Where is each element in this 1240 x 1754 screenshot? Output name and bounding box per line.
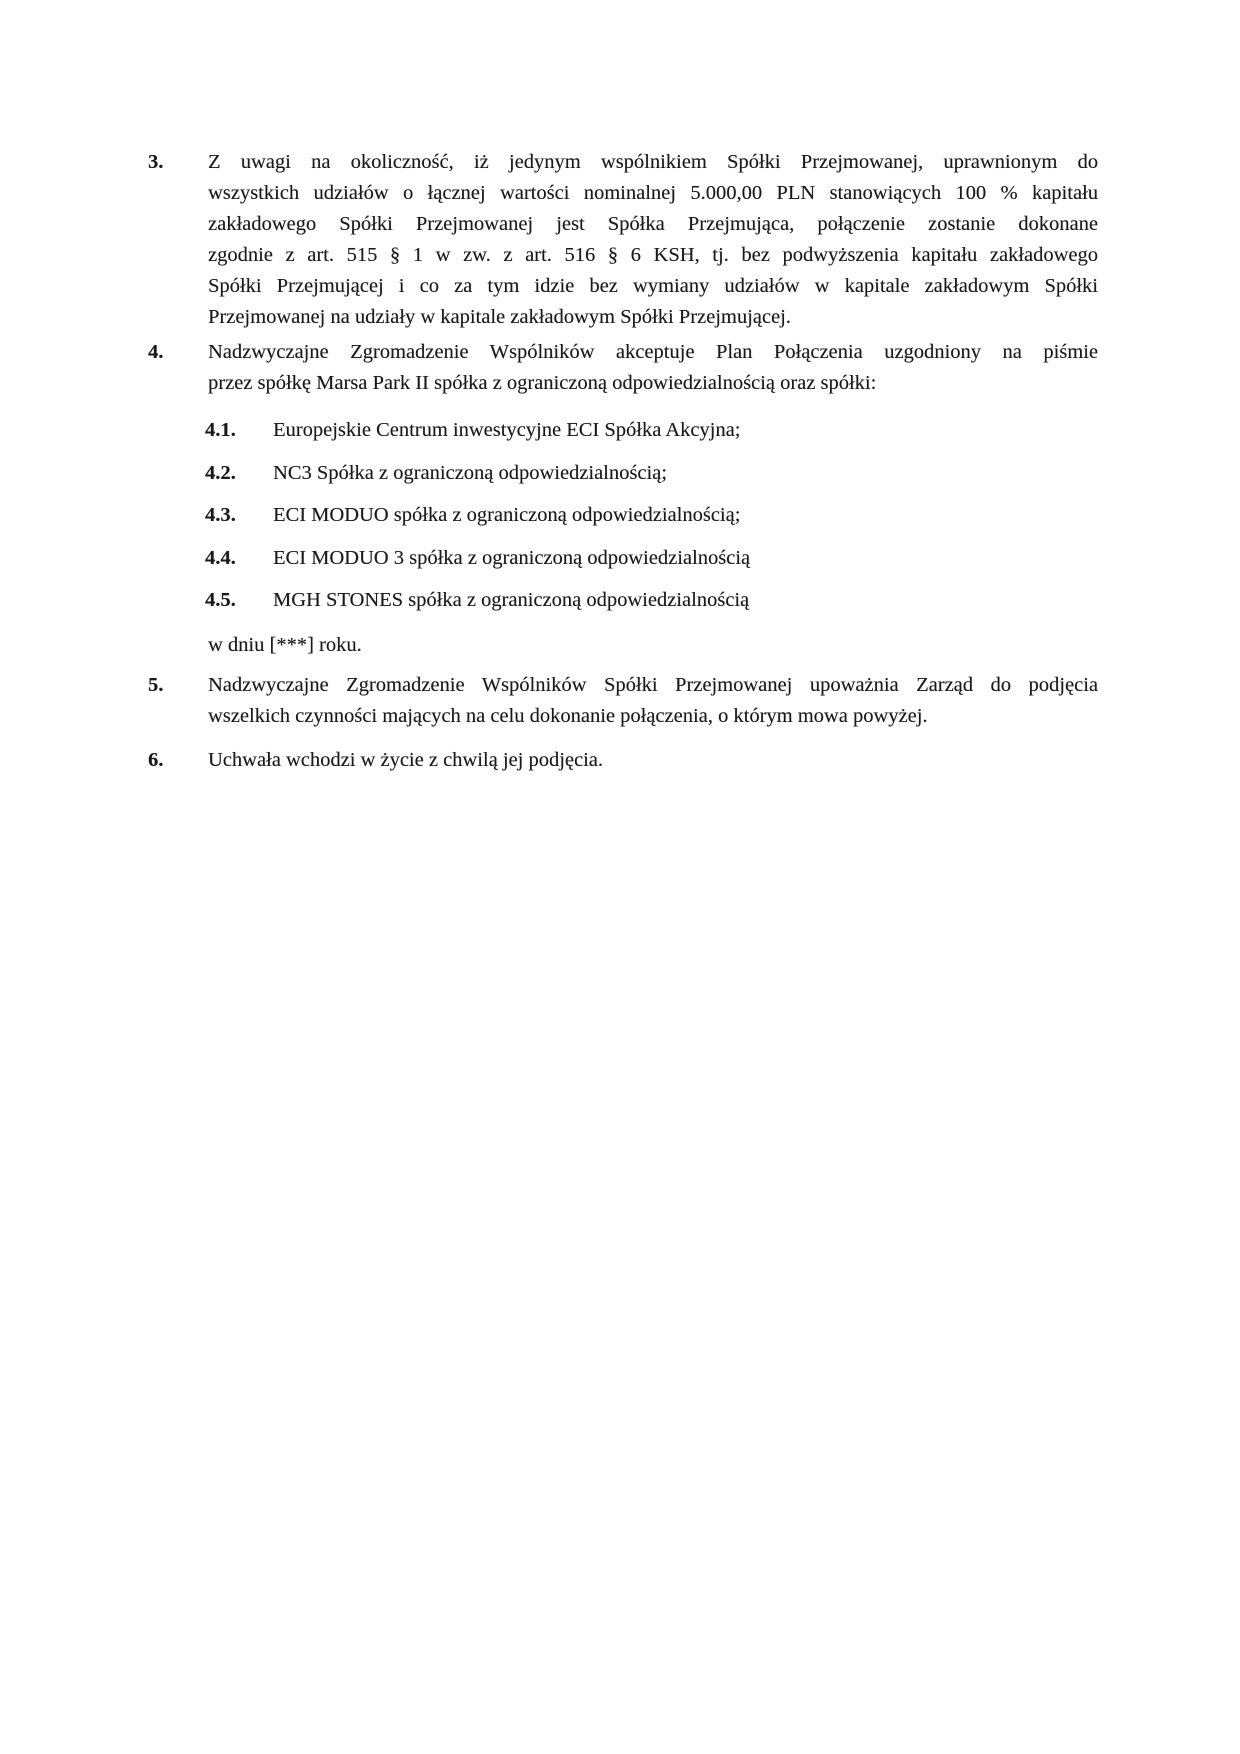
- paragraph-line: przez spółkę Marsa Park II spółka z ograniczoną odpowiedzialnością oraz spółki:: [208, 372, 877, 394]
- resolution-text-block: [148, 147, 1098, 776]
- paragraph-line: zgodnie z art. 515 § 1 w zw. z art. 516 § 6 KSH, tj. bez podwyższenia kapitału zakładowego: [208, 244, 1098, 266]
- item-text: ECI MODUO spółka z ograniczoną odpowiedzialnością;: [273, 504, 741, 526]
- list-item-4-3: [205, 500, 1098, 531]
- list-item-6: [148, 745, 1098, 776]
- paragraph-line: wszelkich czynności mających na celu dokonanie połączenia, o którym mowa powyżej.: [208, 705, 928, 727]
- item-text: MGH STONES spółka z ograniczoną odpowiedzialnością: [273, 589, 750, 611]
- paragraph-line: Nadzwyczajne Zgromadzenie Wspólników Spółki Przejmowanej upoważnia Zarząd do podjęcia: [208, 674, 1098, 696]
- paragraph-line: Nadzwyczajne Zgromadzenie Wspólników akceptuje Plan Połączenia uzgodniony na piśmie: [208, 341, 1098, 363]
- item-number: 4.4.: [205, 546, 236, 569]
- item-number: 5.: [148, 674, 164, 696]
- item-text: ECI MODUO 3 spółka z ograniczoną odpowiedzialnością: [273, 546, 751, 569]
- list-item-4-5: [205, 585, 1098, 616]
- list-item-3: [148, 147, 1098, 333]
- item-text: NC3 Spółka z ograniczoną odpowiedzialnością;: [273, 461, 667, 484]
- item-number: 4.3.: [205, 504, 236, 526]
- item-number: 6.: [148, 749, 164, 771]
- item-text: Europejskie Centrum inwestycyjne ECI Spółka Akcyjna;: [273, 419, 741, 441]
- sub-item-list: [148, 415, 1098, 616]
- paragraph-line: wszystkich udziałów o łącznej wartości nominalnej 5.000,00 PLN stanowiących 100 % kapitału: [208, 182, 1098, 204]
- item-text: Uchwała wchodzi w życie z chwilą jej podjęcia.: [208, 749, 604, 771]
- item-paragraph: [208, 147, 1098, 333]
- item-number: 4.1.: [205, 419, 236, 441]
- list-item-4-4: [205, 543, 1098, 574]
- date-placeholder-line: w dniu [***] roku.: [208, 634, 362, 656]
- paragraph-line: Z uwagi na okoliczność, iż jedynym wspólnikiem Spółki Przejmowanej, uprawnionym do: [208, 151, 1098, 173]
- paragraph-line: Spółki Przejmującej i co za tym idzie bez wymiany udziałów w kapitale zakładowym Spółki: [208, 275, 1098, 297]
- item-paragraph: [208, 670, 1098, 732]
- item-paragraph: [208, 337, 1098, 399]
- list-item-4: [148, 337, 1098, 399]
- item-number: 4.: [148, 341, 164, 363]
- list-item-5: [148, 670, 1098, 732]
- item-number: 4.5.: [205, 589, 236, 611]
- item-number: 4.2.: [205, 461, 236, 484]
- paragraph-line: zakładowego Spółki Przejmowanej jest Spółka Przejmująca, połączenie zostanie dokonane: [208, 213, 1098, 235]
- list-item-4-2: [205, 458, 1098, 489]
- paragraph-line: Przejmowanej na udziały w kapitale zakładowym Spółki Przejmującej.: [208, 306, 791, 328]
- list-item-4-1: [205, 415, 1098, 446]
- item-number: 3.: [148, 151, 164, 173]
